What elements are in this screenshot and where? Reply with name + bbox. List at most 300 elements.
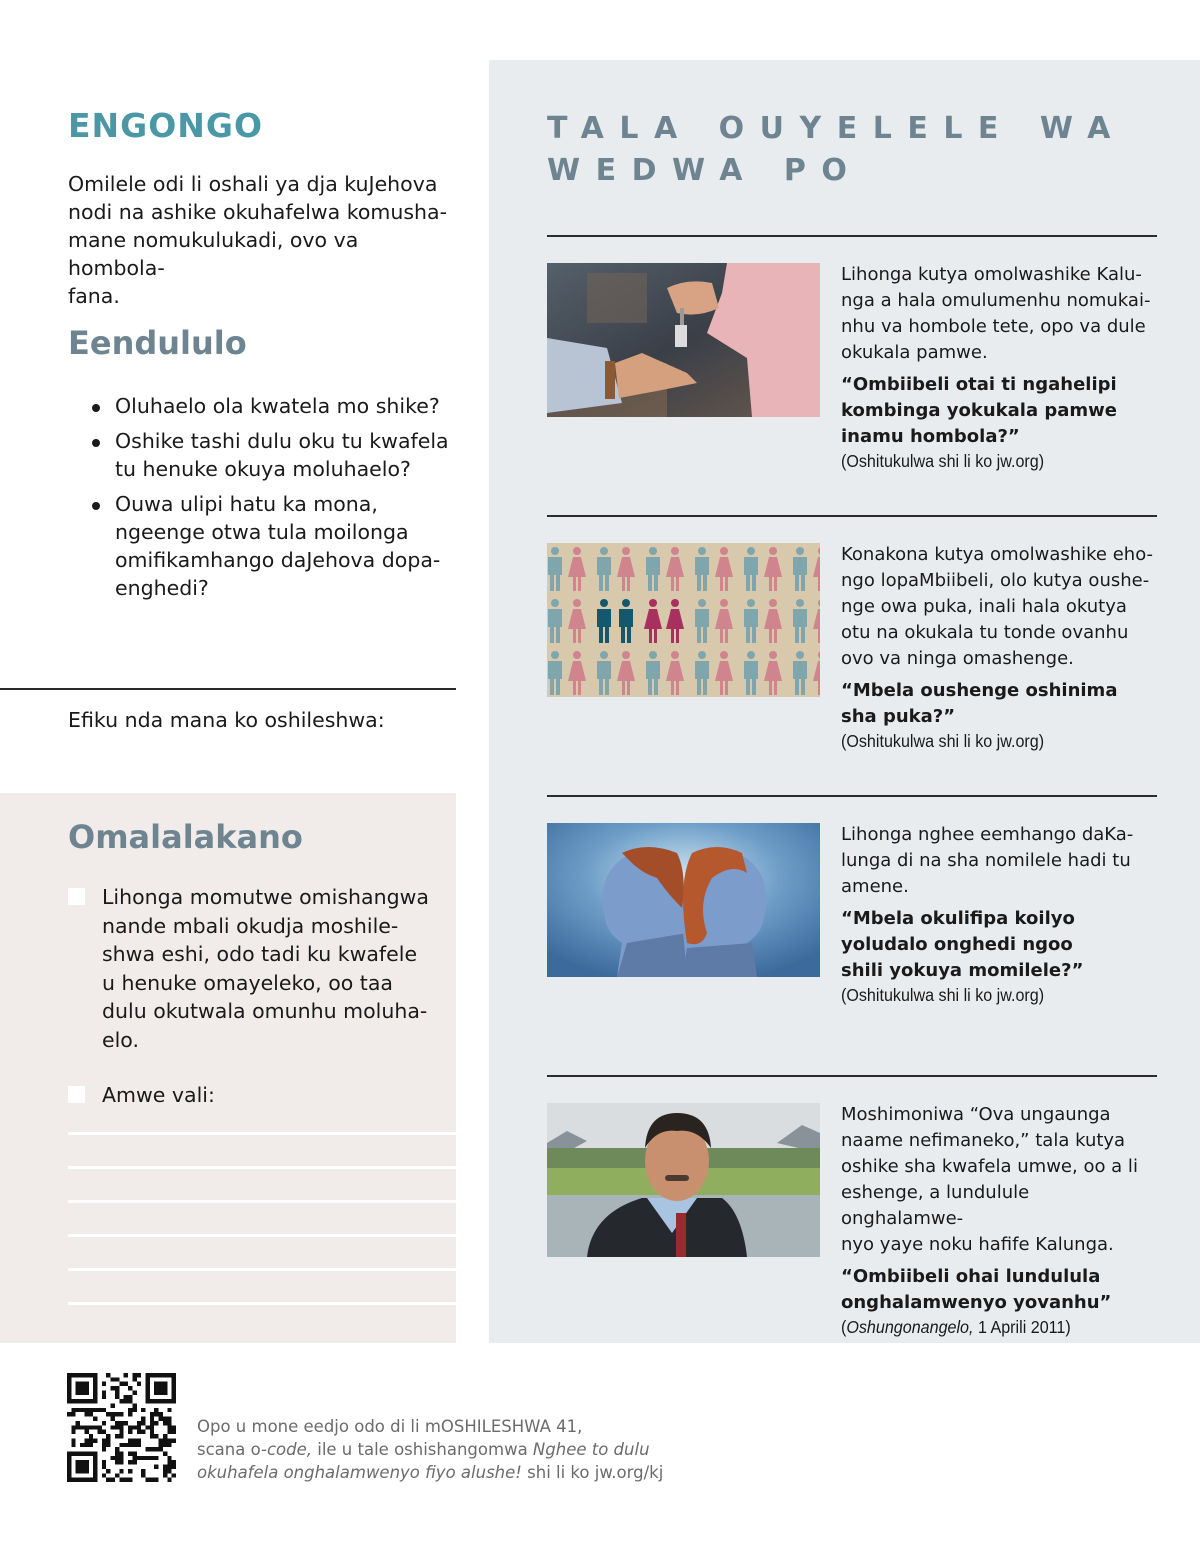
qr-module <box>137 1425 141 1429</box>
qr-module <box>111 1425 115 1429</box>
qr-module <box>141 1430 145 1434</box>
qr-module <box>84 1408 88 1412</box>
article-title-link[interactable] <box>841 906 1156 984</box>
qr-module <box>132 1443 136 1447</box>
qr-module <box>84 1430 88 1434</box>
desc-line: nyo yaye noku hafife Kalunga. <box>841 1234 1114 1255</box>
qr-module <box>115 1425 119 1429</box>
qr-module <box>119 1460 123 1464</box>
qr-module <box>154 1408 158 1412</box>
bullet-icon <box>92 502 100 510</box>
qr-module <box>137 1443 141 1447</box>
qr-module <box>106 1443 110 1447</box>
qr-module <box>115 1456 119 1460</box>
question-line: enghedi? <box>115 576 209 600</box>
goal-text: Amwe vali: <box>102 1083 215 1107</box>
qr-module <box>154 1456 158 1460</box>
keys-handover-image <box>547 263 820 417</box>
qr-module <box>102 1473 106 1477</box>
qr-module <box>84 1443 88 1447</box>
qr-module <box>128 1408 132 1412</box>
related-content-title <box>547 108 1147 192</box>
qr-module <box>150 1425 154 1429</box>
qr-module <box>89 1412 93 1416</box>
qr-module <box>93 1417 97 1421</box>
qr-module <box>154 1465 158 1469</box>
qr-module <box>102 1460 106 1464</box>
checkbox-icon[interactable] <box>68 888 85 905</box>
card-divider <box>547 795 1157 797</box>
qr-module <box>150 1412 154 1416</box>
quote-line: “Ombiibeli otai ti ngahelipi <box>841 374 1117 395</box>
review-question <box>92 490 457 602</box>
qr-module <box>102 1382 106 1386</box>
qr-module <box>119 1434 123 1438</box>
qr-module <box>132 1404 136 1408</box>
qr-module <box>119 1399 123 1403</box>
qr-module <box>115 1395 119 1399</box>
footer-line: Opo u mone eedjo odo di li mOSHILESHWA 41, <box>197 1417 583 1436</box>
qr-module <box>150 1417 154 1421</box>
article-title-link[interactable] <box>841 678 1156 730</box>
people-icons-image <box>547 543 820 697</box>
qr-module <box>159 1417 163 1421</box>
qr-module <box>154 1382 167 1395</box>
qr-module <box>167 1417 171 1421</box>
qr-module <box>102 1438 106 1442</box>
qr-module <box>106 1434 110 1438</box>
quote-line: sha puka?” <box>841 706 956 727</box>
desc-line: Konakona kutya omolwashike eho- <box>841 544 1154 565</box>
qr-module <box>132 1390 136 1394</box>
qr-module <box>119 1382 123 1386</box>
qr-module <box>71 1443 75 1447</box>
qr-module <box>159 1447 163 1451</box>
goal-line: dulu okutwala omunhu moluha- <box>102 999 428 1023</box>
qr-module <box>159 1438 163 1442</box>
card-description <box>841 822 1156 900</box>
qr-module <box>80 1408 84 1412</box>
desc-line: nhu va hombole tete, opo va dule <box>841 316 1146 337</box>
qr-module <box>154 1434 158 1438</box>
qr-module <box>124 1443 128 1447</box>
article-title-link[interactable] <box>841 1264 1156 1316</box>
qr-module <box>115 1447 119 1451</box>
couple-silhouette-illustration <box>547 823 820 977</box>
source-text: ( <box>841 1317 847 1337</box>
qr-module <box>76 1382 89 1395</box>
qr-module <box>141 1417 145 1421</box>
qr-module <box>111 1417 115 1421</box>
desc-line: Lihonga nghee eemhango daKa- <box>841 824 1134 845</box>
source-publication: Oshungonangelo, <box>846 1317 974 1337</box>
qr-module <box>150 1430 154 1434</box>
qr-module <box>132 1425 136 1429</box>
couple-silhouette-image <box>547 823 820 977</box>
question-line: tu henuke okuya moluhaelo? <box>115 457 411 481</box>
article-source <box>841 1316 1131 1338</box>
title-line: WEDWA PO <box>547 153 863 188</box>
qr-module <box>159 1443 163 1447</box>
qr-module <box>93 1425 97 1429</box>
qr-module <box>159 1412 163 1416</box>
qr-module <box>141 1473 145 1477</box>
qr-module <box>154 1478 158 1482</box>
qr-module <box>111 1404 115 1408</box>
qr-module <box>137 1438 141 1442</box>
write-in-line[interactable] <box>68 1166 456 1169</box>
qr-module <box>163 1473 167 1477</box>
qr-module <box>128 1469 132 1473</box>
title-line: TALA OUYELELE WA <box>547 111 1126 146</box>
goal-line: elo. <box>102 1027 140 1052</box>
qr-module <box>145 1447 149 1451</box>
qr-module <box>128 1430 132 1434</box>
qr-module <box>119 1443 123 1447</box>
quote-line: yoludalo onghedi ngoo <box>841 934 1073 955</box>
goal-checkbox-item[interactable] <box>68 883 438 1054</box>
qr-module <box>119 1412 123 1416</box>
card-divider <box>547 1075 1157 1077</box>
qr-module <box>115 1390 119 1394</box>
keys-handover-photo <box>547 263 820 417</box>
qr-module <box>115 1386 119 1390</box>
qr-module <box>106 1469 110 1473</box>
qr-module <box>167 1456 171 1460</box>
qr-module <box>111 1478 115 1482</box>
quote-line: “Mbela okulifipa koilyo <box>841 908 1075 929</box>
qr-module <box>93 1408 97 1412</box>
engongo-text <box>68 170 453 310</box>
qr-module <box>80 1443 84 1447</box>
qr-module <box>124 1399 128 1403</box>
qr-module <box>154 1412 158 1416</box>
write-in-line[interactable] <box>68 1200 456 1203</box>
related-card <box>841 262 1156 472</box>
qr-module <box>172 1438 176 1442</box>
qr-module <box>76 1421 80 1425</box>
write-in-line[interactable] <box>68 1302 456 1305</box>
engongo-line: fana. <box>68 284 120 308</box>
eendululo-title: Eendululo <box>68 324 247 362</box>
related-card <box>841 542 1156 752</box>
qr-module <box>84 1412 88 1416</box>
people-icons-illustration <box>547 543 820 697</box>
qr-module <box>102 1395 106 1399</box>
qr-module <box>89 1443 93 1447</box>
qr-module <box>132 1408 136 1412</box>
qr-module <box>124 1478 128 1482</box>
qr-module <box>141 1456 145 1460</box>
goal-line: shwa eshi, odo tadi ku kwafele <box>102 942 418 966</box>
qr-module <box>172 1460 176 1464</box>
card-description <box>841 542 1156 672</box>
write-in-line[interactable] <box>68 1132 456 1135</box>
engongo-line: mane nomukulukadi, ovo va hombola- <box>68 228 359 280</box>
qr-module <box>163 1417 167 1421</box>
qr-module <box>71 1438 75 1442</box>
qr-module <box>71 1412 75 1416</box>
goal-text <box>68 883 438 1054</box>
desc-line: Lihonga kutya omolwashike Kalu- <box>841 264 1142 285</box>
desc-line: oshike sha kwafela umwe, oo a li <box>841 1156 1138 1177</box>
qr-module <box>115 1473 119 1477</box>
qr-module <box>106 1373 110 1377</box>
qr-module <box>106 1412 110 1416</box>
qr-module <box>167 1438 171 1442</box>
qr-module <box>128 1443 132 1447</box>
quote-line: inamu hombola?” <box>841 426 1020 447</box>
qr-module <box>89 1408 93 1412</box>
related-card <box>841 822 1156 1006</box>
card-divider <box>547 515 1157 517</box>
qr-module <box>119 1421 123 1425</box>
question-line: ngeenge otwa tula moilonga <box>115 520 409 544</box>
card-divider <box>547 235 1157 237</box>
article-title-link[interactable] <box>841 372 1156 450</box>
question-line: omifikamhango daJehova dopa- <box>115 548 441 572</box>
man-portrait-photo <box>547 1103 820 1257</box>
goal-checkbox-item[interactable] <box>68 1081 438 1110</box>
qr-module <box>141 1469 145 1473</box>
desc-line: eshenge, a lundulule onghalamwe- <box>841 1182 1030 1229</box>
qr-module <box>102 1421 106 1425</box>
qr-module <box>115 1434 119 1438</box>
article-source <box>841 730 1131 752</box>
qr-module <box>150 1434 154 1438</box>
qr-module <box>98 1430 102 1434</box>
qr-module <box>89 1434 93 1438</box>
qr-module <box>76 1460 89 1473</box>
qr-module <box>89 1438 93 1442</box>
qr-module <box>163 1434 167 1438</box>
qr-module <box>76 1408 80 1412</box>
qr-module <box>167 1465 171 1469</box>
qr-module <box>119 1478 123 1482</box>
qr-module <box>163 1451 167 1455</box>
question-line: Oshike tashi dulu oku tu kwafela <box>115 429 449 453</box>
qr-module <box>71 1408 75 1412</box>
qr-module <box>167 1478 171 1482</box>
quote-line: “Mbela oushenge oshinima <box>841 680 1118 701</box>
qr-module <box>98 1408 102 1412</box>
man-portrait-image <box>547 1103 820 1257</box>
qr-module <box>145 1456 149 1460</box>
quote-line: “Ombiibeli ohai lundulula <box>841 1266 1101 1287</box>
footer-text-segment: ile u tale oshishangomwa <box>312 1440 533 1459</box>
qr-module <box>84 1425 88 1429</box>
qr-module <box>150 1447 154 1451</box>
qr-module <box>102 1390 106 1394</box>
qr-module <box>172 1473 176 1477</box>
qr-module <box>106 1478 110 1482</box>
review-question <box>92 392 457 420</box>
qr-module <box>115 1451 119 1455</box>
qr-module <box>84 1438 88 1442</box>
footer-note <box>197 1415 717 1484</box>
desc-line: okukala pamwe. <box>841 342 988 363</box>
source-text: (Oshitukulwa shi li ko jw.org) <box>841 451 1045 471</box>
quote-line: onghalamwenyo yovanhu” <box>841 1292 1112 1313</box>
qr-module <box>132 1373 136 1377</box>
qr-module <box>93 1438 97 1442</box>
qr-module <box>141 1421 145 1425</box>
source-text: (Oshitukulwa shi li ko jw.org) <box>841 731 1045 751</box>
source-date: 1 Aprili 2011) <box>973 1317 1071 1337</box>
qr-module <box>132 1460 136 1464</box>
goal-line: Lihonga momutwe omishangwa <box>102 885 429 909</box>
review-questions-list <box>92 392 457 609</box>
qr-module <box>145 1425 149 1429</box>
card-description <box>841 262 1156 366</box>
qr-module <box>145 1478 149 1482</box>
qr-module <box>71 1430 75 1434</box>
write-in-line[interactable] <box>68 1268 456 1271</box>
qr-module <box>137 1430 141 1434</box>
desc-line: ngo lopaMbiibeli, olo kutya oushe- <box>841 570 1150 591</box>
related-card <box>841 1102 1156 1338</box>
qr-module <box>119 1425 123 1429</box>
qr-module <box>89 1425 93 1429</box>
footer-text-segment: scana o- <box>197 1440 267 1459</box>
qr-module <box>172 1465 176 1469</box>
qr-module <box>172 1430 176 1434</box>
desc-line: lunga di na sha nomilele hadi tu <box>841 850 1131 871</box>
qr-module <box>115 1412 119 1416</box>
qr-module <box>128 1386 132 1390</box>
qr-module <box>132 1377 136 1381</box>
qr-module <box>172 1425 176 1429</box>
qr-module <box>80 1425 84 1429</box>
write-in-line[interactable] <box>68 1234 456 1237</box>
qr-module <box>71 1425 75 1429</box>
qr-module <box>163 1469 167 1473</box>
qr-module <box>111 1412 115 1416</box>
qr-module <box>163 1421 167 1425</box>
bullet-icon <box>92 404 100 412</box>
card-description <box>841 1102 1156 1258</box>
qr-module <box>102 1447 106 1451</box>
qr-module <box>132 1438 136 1442</box>
desc-line: ovo va ninga omashenge. <box>841 648 1074 669</box>
qr-module <box>115 1421 119 1425</box>
qr-module <box>167 1443 171 1447</box>
qr-module <box>167 1460 171 1464</box>
footer-italic-segment: okuhafela onghalamwenyo fiyo alushe! <box>197 1463 522 1482</box>
qr-module <box>102 1430 106 1434</box>
engongo-line: Omilele odi li oshali ya dja kuJehova <box>68 172 438 196</box>
qr-module <box>106 1438 110 1442</box>
qr-module <box>167 1425 171 1429</box>
qr-module <box>128 1395 132 1399</box>
footer-link[interactable]: shi li ko jw.org/kj <box>521 1463 664 1482</box>
article-source <box>841 450 1131 472</box>
qr-module <box>167 1430 171 1434</box>
footer-italic-segment: code, <box>266 1440 312 1459</box>
goals-box <box>0 793 456 1343</box>
omalalakano-title: Omalalakano <box>68 818 303 856</box>
qr-module <box>167 1408 171 1412</box>
desc-line: Moshimoniwa “Ova ungaunga <box>841 1104 1111 1125</box>
qr-module <box>102 1408 106 1412</box>
qr-module <box>128 1399 132 1403</box>
desc-line: amene. <box>841 876 909 897</box>
checkbox-icon[interactable] <box>68 1086 85 1103</box>
qr-module <box>163 1465 167 1469</box>
qr-module <box>150 1478 154 1482</box>
qr-module <box>119 1469 123 1473</box>
desc-line: naame nefimaneko,” tala kutya <box>841 1130 1126 1151</box>
qr-module <box>132 1456 136 1460</box>
source-text: (Oshitukulwa shi li ko jw.org) <box>841 985 1045 1005</box>
qr-module <box>124 1395 128 1399</box>
quote-line: shili yokuya momilele?” <box>841 960 1084 981</box>
qr-module <box>102 1443 106 1447</box>
qr-module <box>150 1421 154 1425</box>
question-line: Oluhaelo ola kwatela mo shike? <box>115 394 440 418</box>
qr-module <box>150 1456 154 1460</box>
desc-line: otu na okukala tu tonde ovanhu <box>841 622 1129 643</box>
qr-module <box>137 1382 141 1386</box>
engongo-line: nodi na ashike okuhafelwa komusha- <box>68 200 448 224</box>
footer-line <box>197 1438 717 1461</box>
qr-module <box>137 1421 141 1425</box>
qr-module <box>128 1460 132 1464</box>
quote-line: kombinga yokukala pamwe <box>841 400 1117 421</box>
qr-module <box>128 1438 132 1442</box>
qr-module <box>124 1373 128 1377</box>
footer-italic-segment: Nghee to dulu <box>532 1440 650 1459</box>
qr-module <box>128 1412 132 1416</box>
qr-module <box>98 1425 102 1429</box>
engongo-title: ENGONGO <box>68 106 264 145</box>
qr-module <box>119 1430 123 1434</box>
qr-module <box>163 1438 167 1442</box>
qr-module <box>137 1456 141 1460</box>
qr-module <box>154 1421 158 1425</box>
qr-module <box>124 1421 128 1425</box>
qr-module <box>132 1451 136 1455</box>
qr-module <box>163 1443 167 1447</box>
qr-module <box>141 1408 145 1412</box>
qr-module <box>128 1451 132 1455</box>
goal-line: u henuke omayeleko, oo taa <box>102 970 393 995</box>
bullet-icon <box>92 439 100 447</box>
qr-module <box>154 1447 158 1451</box>
qr-module <box>102 1465 106 1469</box>
qr-module <box>128 1425 132 1429</box>
qr-module <box>119 1456 123 1460</box>
qr-module <box>115 1377 119 1381</box>
desc-line: nga a hala omulumenhu nomukai- <box>841 290 1151 311</box>
qr-code-icon[interactable] <box>67 1373 176 1482</box>
qr-module <box>167 1469 171 1473</box>
qr-module <box>67 1412 71 1416</box>
qr-module <box>111 1456 115 1460</box>
qr-module <box>115 1460 119 1464</box>
qr-module <box>137 1373 141 1377</box>
question-line: Ouwa ulipi hatu ka mona, <box>115 492 378 516</box>
qr-module <box>76 1425 80 1429</box>
qr-module <box>111 1386 115 1390</box>
qr-module <box>124 1382 128 1386</box>
qr-module <box>167 1421 171 1425</box>
goal-line: nande mbali okudja moshile- <box>102 913 399 938</box>
footer-line <box>197 1461 717 1484</box>
section-divider <box>0 688 456 690</box>
review-question <box>92 427 457 483</box>
desc-line: nge owa puka, inali hala okutya <box>841 596 1127 617</box>
